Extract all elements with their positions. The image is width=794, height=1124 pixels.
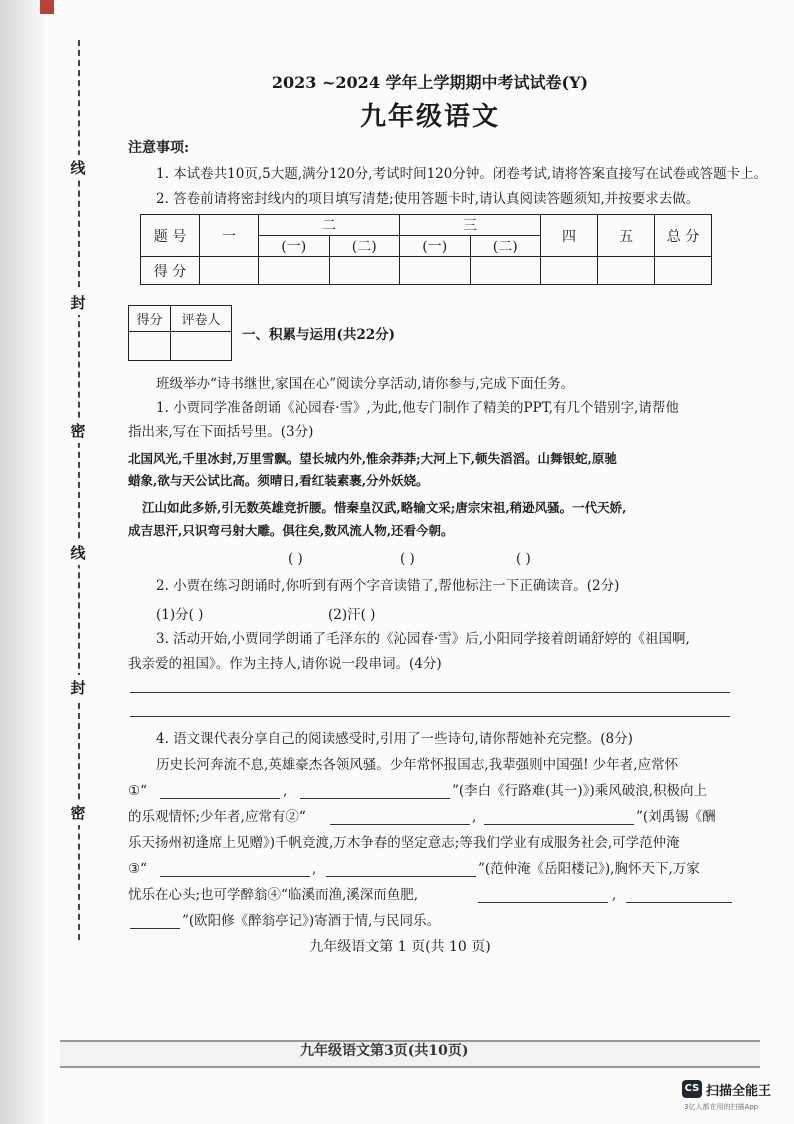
corner-mark [40,0,54,14]
section-intro: 班级举办“诗书继世,家国在心”阅读分享活动,请你参与,完成下面任务。 [156,376,575,392]
fill-source: ”(范仲淹《岳阳楼记》),胸怀天下,万家 [478,861,700,877]
exam-subtitle: 2023 ~2024 学年上学期期中考试试卷(Y) [271,73,589,92]
note-item: 2. 答卷前请将密封线内的项目填写清楚;使用答题卡时,请认真阅读答题须知,并按要求去做。 [156,191,700,207]
score-cell[interactable] [400,257,471,285]
comma: , [312,861,317,877]
scan-edge [0,0,44,1124]
page-footer: 九年级语文第 1 页(共 10 页) [309,939,491,955]
score-table-subcol: (二) [329,236,400,257]
seal-char: 封 [68,290,88,315]
score-cell[interactable] [200,257,259,285]
question-1-cont: 指出来,写在下面括号里。(3分) [128,424,314,440]
score-row-label: 得 分 [141,257,200,285]
note-item: 1. 本试卷共10页,5大题,满分120分,考试时间120分钟。闭卷考试,请将答案直接写在试卷或答题卡上。 [156,166,768,182]
seal-char: 线 [68,540,88,565]
question-3-cont: 我亲爱的祖国》。作为主持人,请你说一段串词。(4分) [128,656,442,672]
poem-line: 蜡象,欲与天公试比高。须晴日,看红装素裹,分外妖娆。 [128,473,429,488]
notes-title: 注意事项: [128,140,190,156]
fill-source: ”(刘禹锡《酬 [636,809,716,825]
fill-blank[interactable] [478,902,608,903]
score-cell[interactable] [541,257,598,285]
score-table-col: 四 [541,215,598,257]
fill-blank[interactable] [326,876,476,877]
question-4-text: 的乐观情怀;少年者,应常有②“ [128,809,306,825]
answer-paren[interactable]: ( ) [400,551,415,567]
question-4-text: 乐天扬州初逢席上见赠》)千帆竞渡,万木争春的坚定意志;等我们学业有成服务社会,可学范仲淹 [128,835,680,851]
fill-prefix: ③“ [128,861,148,877]
scanner-tagline: 3亿人都在用的扫描App [684,1103,759,1111]
question-1: 1. 小贾同学准备朗诵《沁园春·雪》,为此,他专门制作了精美的PPT,有几个错别字,请帮他 [156,400,679,416]
question-3: 3. 活动开始,小贾同学朗诵了毛泽东的《沁园春·雪》后,小阳同学接着朗诵舒婷的《祖国啊, [156,631,690,647]
comma: , [472,809,477,825]
score-table-col: 总 分 [655,215,712,257]
score-table-col: 五 [598,215,655,257]
score-cell[interactable] [655,257,712,285]
scanner-app-name: 扫描全能王 [706,1084,772,1099]
answer-line[interactable] [130,716,730,717]
fill-blank[interactable] [130,928,180,929]
comma: , [612,887,617,903]
seal-char: 线 [68,155,88,180]
fill-blank[interactable] [626,902,732,903]
fill-source: ”(欧阳修《醉翁亭记》)寄酒于情,与民同乐。 [182,913,440,929]
pinyin-answer[interactable]: (1)分( ) [156,607,204,623]
question-2: 2. 小贾在练习朗诵时,你听到有两个字音读错了,帮他标注一下正确读音。(2分) [156,578,620,594]
poem-line: 成吉思汗,只识弯弓射大雕。俱往矣,数风流人物,还看今朝。 [128,523,454,538]
score-cell[interactable] [598,257,655,285]
fill-blank[interactable] [330,824,470,825]
seal-char: 封 [68,675,88,700]
exam-title: 九年级语文 [359,102,500,132]
answer-paren[interactable]: ( ) [516,551,531,567]
grader-box [128,305,232,361]
question-4-text: 忧乐在心头;也可学醉翁④“临溪而渔,溪深而鱼肥, [128,887,419,903]
answer-paren[interactable]: ( ) [288,551,303,567]
score-table-col: 三 [400,215,541,236]
grader-reviewer-label: 评卷人 [171,306,232,332]
poem-line: 江山如此多娇,引无数英雄竞折腰。惜秦皇汉武,略输文采;唐宗宋祖,稍逊风骚。一代天娇, [142,500,627,515]
grader-score-label: 得分 [129,306,171,332]
fill-source: ”(李白《行路难(其一)》)乘风破浪,积极向上 [452,783,708,799]
score-table [140,214,712,285]
pinyin-answer[interactable]: (2)汗( ) [328,607,376,623]
section-title: 一、积累与运用(共22分) [242,327,396,343]
question-4-text: 历史长河奔流不息,英雄豪杰各领风骚。少年常怀报国志,我辈强则中国强! 少年者,应常怀 [156,757,679,773]
score-table-col: 一 [200,215,259,257]
scanner-logo-icon: CS [682,1080,702,1098]
fill-prefix: ①“ [128,783,148,799]
grader-score-cell[interactable] [129,332,171,361]
score-table-subcol: (一) [259,236,330,257]
score-table-subcol: (一) [400,236,471,257]
answer-line[interactable] [130,692,730,693]
seal-char: 密 [68,800,88,825]
comma: , [283,783,288,799]
poem-line: 北国风光,千里冰封,万里雪飘。望长城内外,惟余莽莽;大河上下,顿失滔滔。山舞银蛇,原驰 [128,451,617,466]
seal-char: 密 [68,418,88,443]
score-table-col: 二 [259,215,400,236]
score-cell[interactable] [259,257,330,285]
fill-blank[interactable] [300,798,450,799]
fill-blank[interactable] [484,824,634,825]
score-cell[interactable] [470,257,541,285]
fill-blank[interactable] [160,798,280,799]
next-page-footer: 九年级语文第3页(共10页) [300,1043,469,1059]
question-4: 4. 语文课代表分享自己的阅读感受时,引用了一些诗句,请你帮她补充完整。(8分) [156,731,633,747]
fill-blank[interactable] [160,876,310,877]
grader-reviewer-cell[interactable] [171,332,232,361]
score-cell[interactable] [329,257,400,285]
score-table-header: 题 号 [141,215,200,257]
score-table-subcol: (二) [470,236,541,257]
